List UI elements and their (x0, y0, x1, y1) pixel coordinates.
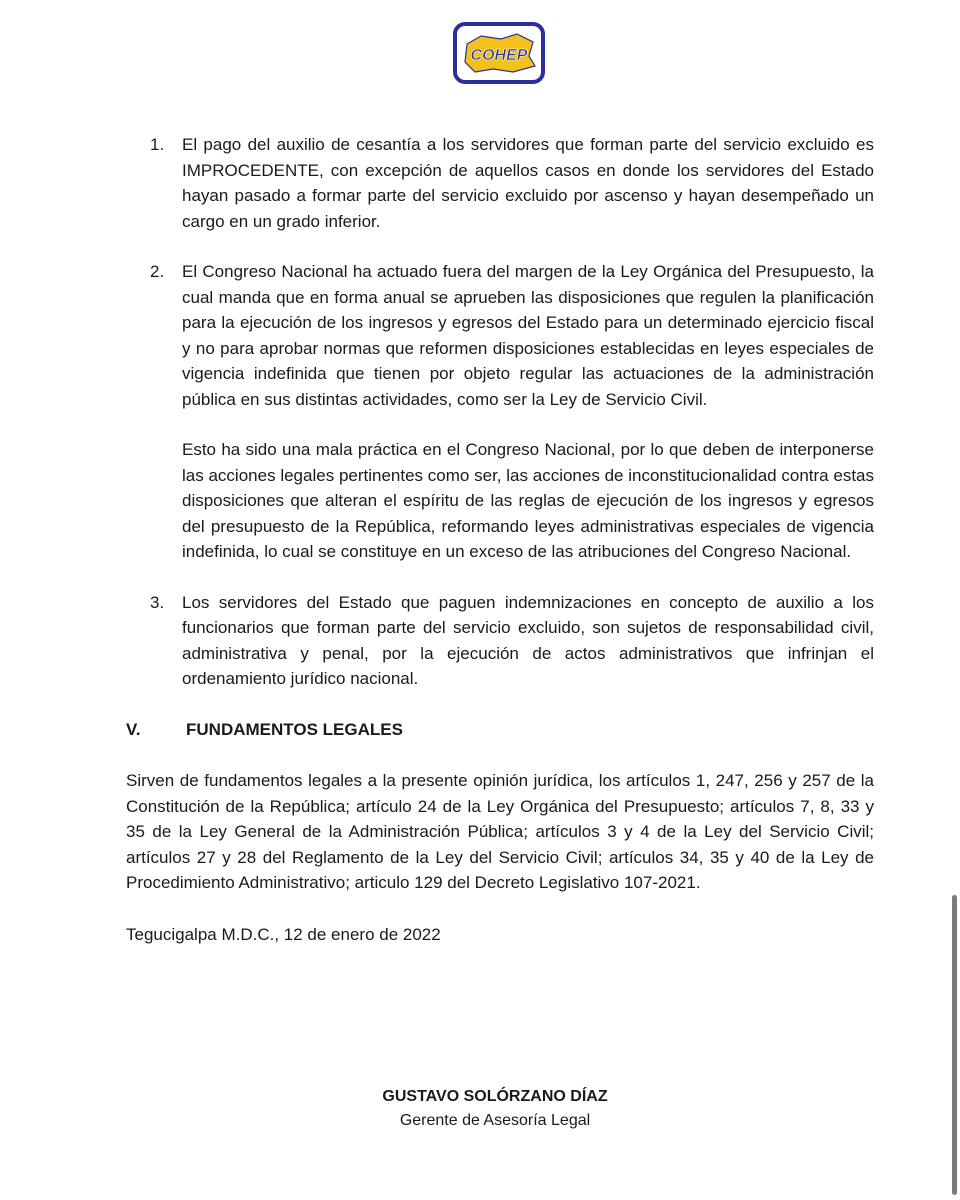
logo-text: COHEP (470, 47, 528, 64)
list-item (126, 259, 874, 565)
item-paragraph: El Congreso Nacional ha actuado fuera del margen de la Ley Orgánica del Presupuesto, la cual manda que en forma anual se aprueben las disposiciones que regulen la planificación para la ejecución de los ingresos y egresos del Estado para un determinado ejercicio fiscal y no para aprobar normas que reformen disposiciones establecidas en leyes especiales de vigencia indefinida que tienen por objeto regular las actuaciones de la administración pública en sus distintas actividades, como ser la Ley de Servicio Civil. (182, 262, 874, 409)
item-paragraph: Esto ha sido una mala práctica en el Congreso Nacional, por lo que deben de interponerse las acciones legales pertinentes como ser, las acciones de inconstitucionalidad contra estas disposiciones que alteran el espíritu de las reglas de ejecución de los ingresos y egresos del presupuesto de la República, reformando leyes administrativas especiales de vigencia indefinida, lo cual se constituye en un exceso de las atribuciones del Congreso Nacional. (182, 440, 874, 561)
section-heading (126, 717, 874, 743)
section-number: V. (126, 719, 141, 739)
scrollbar[interactable] (952, 895, 957, 1195)
signer-name: GUSTAVO SOLÓRZANO DÍAZ (382, 1088, 608, 1105)
legal-basis-paragraph: Sirven de fundamentos legales a la presente opinión jurídica, los artículos 1, 247, 256 y 257 de la Constitución de la República; artículo 24 de la Ley Orgánica del Presupuesto; artículos 7, 8, 33 y 35 de la Ley General de la Administración Pública; artículos 3 y 4 de la Ley del Servicio Civil; artículos 27 y 28 del Reglamento de la Ley del Servicio Civil; artículos 34, 35 y 40 de la Ley de Procedimiento Administrativo; articulo 129 del Decreto Legislativo 107-2021. (126, 771, 874, 892)
signature-block (0, 1085, 960, 1133)
document-body (126, 132, 874, 964)
place-date: Tegucigalpa M.D.C., 12 de enero de 2022 (126, 924, 441, 944)
item-number: 1. (150, 135, 165, 154)
list-item (126, 590, 874, 692)
list-item (126, 132, 874, 234)
item-number: 2. (150, 262, 165, 281)
conclusions-list (126, 132, 874, 692)
signer-role: Gerente de Asesoría Legal (399, 1112, 591, 1129)
cohep-logo (453, 22, 545, 84)
item-paragraph: El pago del auxilio de cesantía a los servidores que forman parte del servicio excluido es IMPROCEDENTE, con excepción de aquellos casos en donde los servidores del Estado hayan pasado a formar parte del servicio excluido por ascenso y hayan desempeñado un cargo en un grado inferior. (182, 135, 874, 231)
item-number: 3. (150, 592, 165, 612)
item-paragraph: Los servidores del Estado que paguen indemnizaciones en concepto de auxilio a los funcionarios que forman parte del servicio excluido, son sujetos de responsabilidad civil, administrativa y penal, por la ejecución de actos administrativos que infrinjan el ordenamiento jurídico nacional. (182, 592, 874, 688)
section-title: FUNDAMENTOS LEGALES (186, 719, 403, 739)
